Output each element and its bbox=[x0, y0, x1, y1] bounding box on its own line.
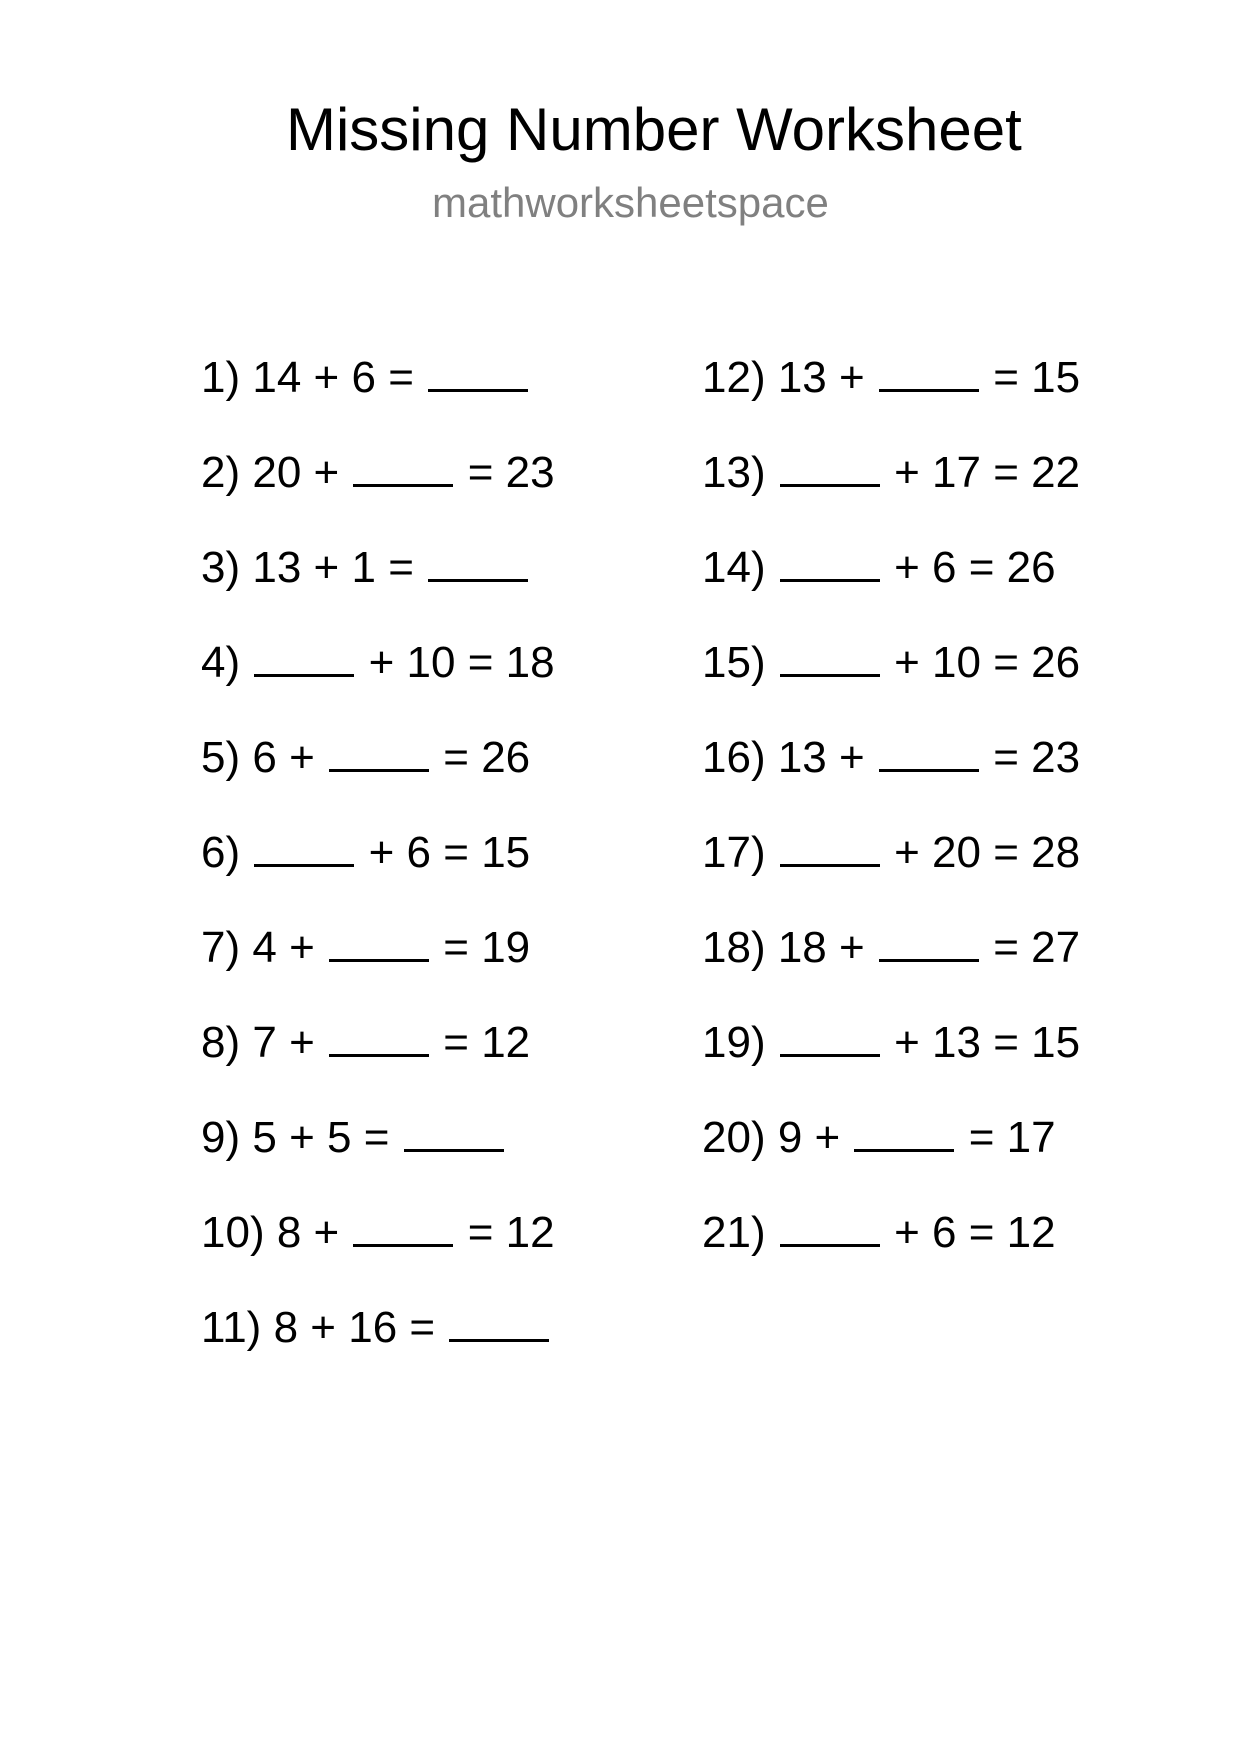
problem-number: 20) bbox=[702, 1113, 766, 1162]
problem-item bbox=[201, 824, 555, 919]
result-value: 23 bbox=[1031, 733, 1081, 782]
operand-b: 20 bbox=[932, 828, 981, 877]
plus-sign: + bbox=[310, 1303, 336, 1352]
operand-b: 6 bbox=[932, 543, 957, 592]
problem-number: 9) bbox=[201, 1113, 241, 1162]
operand-b: 6 bbox=[932, 1208, 957, 1257]
plus-sign: + bbox=[894, 828, 920, 877]
problem-item bbox=[201, 1299, 555, 1394]
equals-sign: = bbox=[388, 353, 414, 402]
answer-blank[interactable] bbox=[353, 444, 453, 487]
result-value: 12 bbox=[1006, 1208, 1056, 1257]
answer-blank[interactable] bbox=[428, 349, 528, 392]
problem-item bbox=[702, 729, 1080, 824]
equals-sign: = bbox=[968, 1208, 995, 1257]
operand-b: 16 bbox=[348, 1303, 398, 1352]
result-value: 15 bbox=[1031, 353, 1081, 402]
operand-b: 17 bbox=[932, 448, 981, 497]
plus-sign: + bbox=[894, 1208, 920, 1257]
problem-item bbox=[702, 444, 1080, 539]
equals-sign: = bbox=[993, 1018, 1019, 1067]
problem-number: 15) bbox=[702, 638, 766, 687]
equals-sign: = bbox=[968, 543, 995, 592]
plus-sign: + bbox=[289, 733, 315, 782]
problem-item bbox=[201, 444, 555, 539]
equals-sign: = bbox=[409, 1303, 436, 1352]
problem-item bbox=[201, 1109, 555, 1204]
operand-a: 18 bbox=[777, 923, 827, 972]
problem-item bbox=[201, 349, 555, 444]
plus-sign: + bbox=[289, 1018, 315, 1067]
answer-blank[interactable] bbox=[353, 1204, 453, 1247]
operand-b: 6 bbox=[406, 828, 432, 877]
problem-number: 19) bbox=[702, 1018, 766, 1067]
operand-b: 10 bbox=[406, 638, 456, 687]
operand-a: 8 bbox=[273, 1303, 299, 1352]
answer-blank[interactable] bbox=[854, 1109, 954, 1152]
plus-sign: + bbox=[313, 448, 340, 497]
problem-number: 14) bbox=[702, 543, 766, 592]
problem-number: 1) bbox=[201, 353, 241, 402]
operand-a: 8 bbox=[276, 1208, 302, 1257]
problem-item bbox=[201, 1204, 555, 1299]
problem-number: 21) bbox=[702, 1208, 766, 1257]
result-value: 12 bbox=[505, 1208, 555, 1257]
problem-item bbox=[702, 1014, 1080, 1109]
answer-blank[interactable] bbox=[254, 824, 354, 867]
answer-blank[interactable] bbox=[329, 919, 429, 962]
answer-blank[interactable] bbox=[780, 824, 880, 867]
equals-sign: = bbox=[467, 448, 494, 497]
operand-b: 5 bbox=[327, 1113, 352, 1162]
operand-a: 7 bbox=[252, 1018, 277, 1067]
problem-item bbox=[702, 349, 1080, 444]
problem-number: 17) bbox=[702, 828, 766, 877]
plus-sign: + bbox=[839, 923, 865, 972]
problem-number: 16) bbox=[702, 733, 766, 782]
problem-column-left bbox=[201, 349, 555, 1394]
result-value: 15 bbox=[1031, 1018, 1081, 1067]
plus-sign: + bbox=[814, 1113, 841, 1162]
answer-blank[interactable] bbox=[449, 1299, 549, 1342]
problem-item bbox=[702, 1204, 1080, 1299]
equals-sign: = bbox=[993, 923, 1019, 972]
equals-sign: = bbox=[993, 638, 1019, 687]
plus-sign: + bbox=[289, 1113, 315, 1162]
equals-sign: = bbox=[443, 733, 469, 782]
answer-blank[interactable] bbox=[879, 919, 979, 962]
plus-sign: + bbox=[313, 353, 340, 402]
answer-blank[interactable] bbox=[329, 1014, 429, 1057]
operand-a: 6 bbox=[252, 733, 277, 782]
plus-sign: + bbox=[839, 733, 865, 782]
plus-sign: + bbox=[368, 638, 395, 687]
operand-b: 1 bbox=[351, 543, 376, 592]
problem-number: 3) bbox=[201, 543, 241, 592]
equals-sign: = bbox=[467, 1208, 494, 1257]
equals-sign: = bbox=[443, 828, 469, 877]
problem-column-right bbox=[702, 349, 1080, 1299]
problem-item bbox=[702, 919, 1080, 1014]
equals-sign: = bbox=[467, 638, 494, 687]
result-value: 27 bbox=[1031, 923, 1081, 972]
problem-item bbox=[702, 634, 1080, 729]
plus-sign: + bbox=[894, 1018, 920, 1067]
result-value: 12 bbox=[481, 1018, 531, 1067]
worksheet-subtitle: mathworksheetspace bbox=[432, 179, 829, 226]
result-value: 22 bbox=[1031, 448, 1081, 497]
result-value: 28 bbox=[1031, 828, 1081, 877]
plus-sign: + bbox=[313, 1208, 340, 1257]
operand-b: 13 bbox=[932, 1018, 981, 1067]
operand-a: 13 bbox=[777, 353, 827, 402]
problem-number: 8) bbox=[201, 1018, 241, 1067]
equals-sign: = bbox=[993, 828, 1019, 877]
answer-blank[interactable] bbox=[780, 539, 880, 582]
problem-item bbox=[702, 539, 1080, 634]
operand-a: 13 bbox=[252, 543, 302, 592]
answer-blank[interactable] bbox=[404, 1109, 504, 1152]
answer-blank[interactable] bbox=[780, 1014, 880, 1057]
result-value: 23 bbox=[505, 448, 555, 497]
answer-blank[interactable] bbox=[780, 1204, 880, 1247]
problem-number: 7) bbox=[201, 923, 241, 972]
equals-sign: = bbox=[443, 923, 469, 972]
problem-number: 11) bbox=[201, 1303, 262, 1352]
operand-a: 5 bbox=[252, 1113, 277, 1162]
problem-number: 12) bbox=[702, 353, 766, 402]
operand-b: 6 bbox=[351, 353, 376, 402]
equals-sign: = bbox=[443, 1018, 469, 1067]
plus-sign: + bbox=[894, 448, 920, 497]
problem-item bbox=[702, 1109, 1080, 1204]
result-value: 18 bbox=[505, 638, 555, 687]
problem-number: 6) bbox=[201, 828, 241, 877]
answer-blank[interactable] bbox=[780, 444, 880, 487]
equals-sign: = bbox=[968, 1113, 995, 1162]
problem-number: 2) bbox=[201, 448, 241, 497]
equals-sign: = bbox=[363, 1113, 390, 1162]
plus-sign: + bbox=[289, 923, 315, 972]
operand-a: 13 bbox=[777, 733, 827, 782]
equals-sign: = bbox=[993, 353, 1019, 402]
answer-blank[interactable] bbox=[254, 634, 354, 677]
plus-sign: + bbox=[894, 543, 920, 592]
problem-number: 10) bbox=[201, 1208, 265, 1257]
operand-a: 14 bbox=[252, 353, 302, 402]
problem-item bbox=[201, 1014, 555, 1109]
result-value: 17 bbox=[1006, 1113, 1056, 1162]
operand-a: 4 bbox=[252, 923, 277, 972]
result-value: 26 bbox=[1006, 543, 1056, 592]
result-value: 15 bbox=[481, 828, 531, 877]
problem-item bbox=[201, 634, 555, 729]
answer-blank[interactable] bbox=[428, 539, 528, 582]
worksheet-title: Missing Number Worksheet bbox=[286, 96, 1022, 163]
answer-blank[interactable] bbox=[879, 729, 979, 772]
answer-blank[interactable] bbox=[780, 634, 880, 677]
problem-number: 4) bbox=[201, 638, 241, 687]
result-value: 26 bbox=[1031, 638, 1081, 687]
plus-sign: + bbox=[313, 543, 340, 592]
result-value: 19 bbox=[481, 923, 531, 972]
problem-number: 5) bbox=[201, 733, 241, 782]
problem-number: 18) bbox=[702, 923, 766, 972]
problem-item bbox=[201, 919, 555, 1014]
problem-number: 13) bbox=[702, 448, 766, 497]
operand-a: 20 bbox=[252, 448, 302, 497]
answer-blank[interactable] bbox=[329, 729, 429, 772]
answer-blank[interactable] bbox=[879, 349, 979, 392]
equals-sign: = bbox=[993, 448, 1019, 497]
plus-sign: + bbox=[368, 828, 395, 877]
problem-item bbox=[201, 729, 555, 824]
operand-b: 10 bbox=[932, 638, 981, 687]
result-value: 26 bbox=[481, 733, 531, 782]
equals-sign: = bbox=[993, 733, 1019, 782]
plus-sign: + bbox=[839, 353, 865, 402]
operand-a: 9 bbox=[777, 1113, 803, 1162]
problem-item bbox=[702, 824, 1080, 919]
plus-sign: + bbox=[894, 638, 920, 687]
problem-item bbox=[201, 539, 555, 634]
equals-sign: = bbox=[388, 543, 414, 592]
